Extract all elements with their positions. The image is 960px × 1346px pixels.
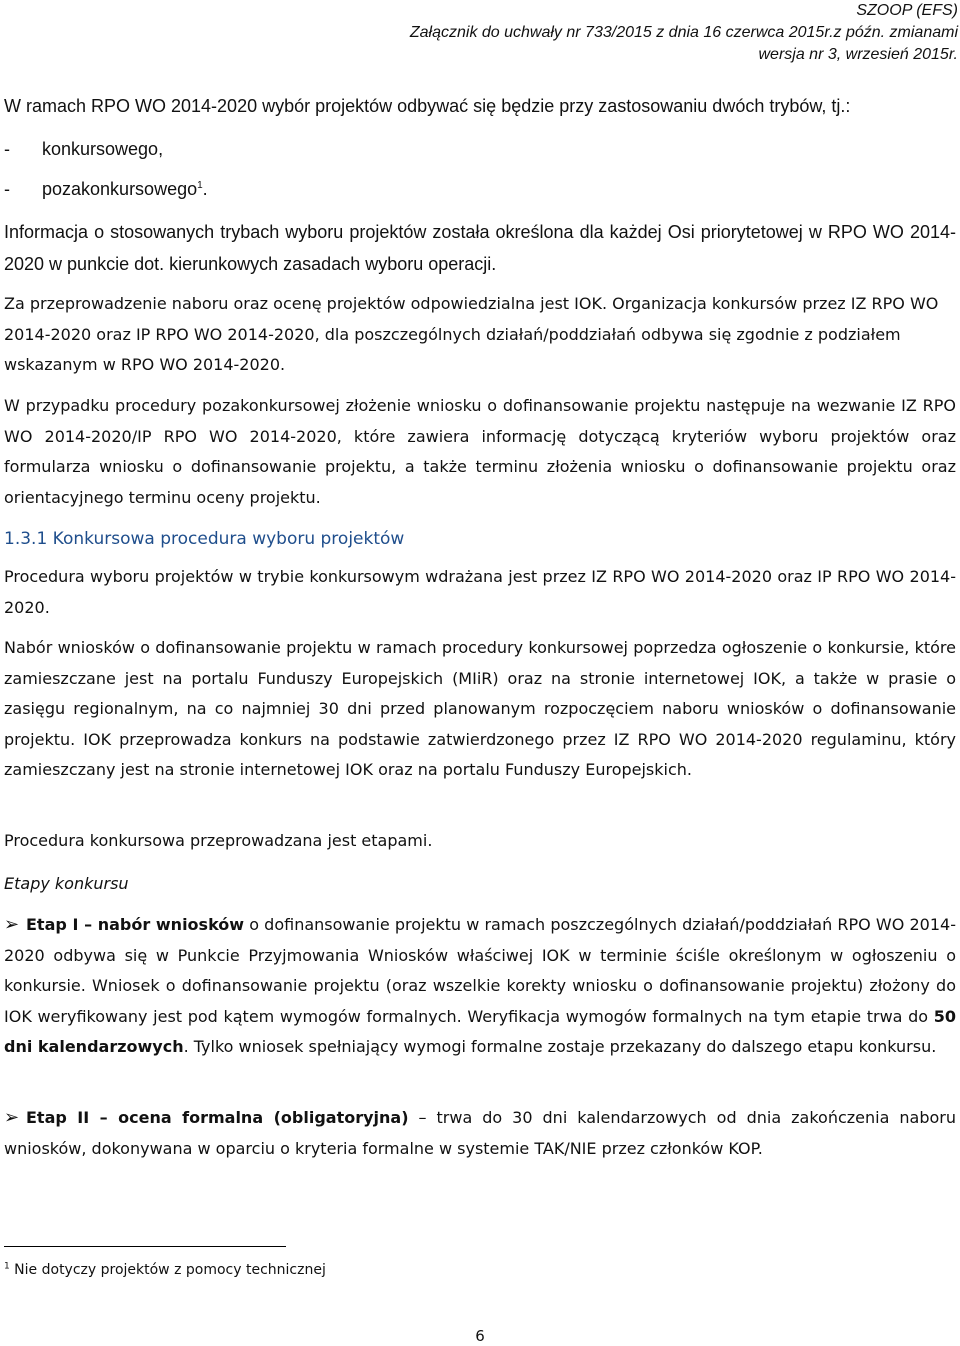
info-paragraph: Informacja o stosowanych trybach wyboru projektów została określona dla każdej Osi priorytetowej w RPO WO 2014-2020 w punkcie dot. kierunkowych zasadach wyboru operacji. [4, 222, 956, 274]
bullet-item-konkursowy [4, 133, 163, 165]
page-number: 6 [475, 1327, 485, 1345]
footnote-ref[interactable]: 1 [197, 180, 203, 191]
bullet-item-pozakonkursowy: - pozakonkursowego$^1$. [4, 173, 208, 205]
section-heading: 1.3.1 Konkursowa procedura wyboru projektów [4, 529, 405, 549]
arrow-bullet-icon: ➢ [4, 1107, 20, 1128]
arrow-bullet-icon: ➢ [4, 914, 20, 935]
etap2-paragraph: ➢ Etap II – ocena formalna (obligatoryjna) – trwa do 30 dni kalendarzowych od dnia zakończenia naboru wniosków, dokonywana w oparciu o kryteria formalne w systemie TAK/NIE przez członków KOP. [4, 1103, 956, 1164]
header-version: wersja nr 3, wrzesień 2015r. [758, 46, 958, 63]
nabor-paragraph: Nabór wniosków o dofinansowanie projektu w ramach procedury konkursowej poprzedza ogłoszenie o konkursie, które zamieszczane jest na portalu Funduszy Europejskich (MIiR) oraz na stronie internetowej IOK, a także w prasie o zasięgu regionalnym, na co najmniej 30 dni przed planowanym rozpoczęciem naboru wniosków o dofinansowanie projektu. IOK przeprowadza konkurs na podstawie zatwierdzonego przez IZ RPO WO 2014-2020 regulaminu, który zamieszczany jest na stronie internetowej IOK oraz na portalu Funduszy Europejskich. [4, 638, 956, 780]
etapami-paragraph: Procedura konkursowa przeprowadzana jest etapami. [4, 831, 433, 850]
footnote-text: Nie dotyczy projektów z pomocy technicznej [9, 1262, 326, 1278]
bullet-text: konkursowego, [42, 139, 164, 159]
etap1-days: 50 dni kalendarzowych [4, 1006, 956, 1057]
etapy-heading: Etapy konkursu [4, 874, 129, 893]
etap1-paragraph: ➢ Etap I – nabór wniosków o dofinansowanie projektu w ramach poszczególnych działań/poddziałań RPO WO 2014-2020 odbywa się w Punkcie Przyjmowania Wniosków właściwej IOK w terminie ściśle określonym w ogłoszeniu o konkursie. Wniosek o dofinansowanie projektu (oraz wszelkie korekty wniosku o dofinansowanie projektu) złożony do IOK weryfikowany jest pod kątem wymogów formalnych. Weryfikacja wymogów formalnych na tym etapie trwa do 50 dni kalendarzowych. Tylko wniosek spełniający wymogi formalne zostaje przekazany do dalszego etapu konkursu. [4, 910, 956, 1063]
bullet-text: pozakonkursowego [42, 179, 198, 199]
intro-paragraph: W ramach RPO WO 2014-2020 wybór projektów odbywać się będzie przy zastosowaniu dwóch trybów, tj.: [4, 96, 851, 116]
pozakonkurs-paragraph: W przypadku procedury pozakonkursowej złożenie wniosku o dofinansowanie projektu następuje na wezwanie IZ RPO WO 2014-2020/IP RPO WO 2014-2020, które zawiera informację dotyczącą kryteriów wyboru projektów oraz formularza wniosku o dofinansowanie projektu, a także terminu złożenia wniosku o dofinansowanie projektu oraz orientacyjnego terminu oceny projektu. [4, 396, 956, 507]
header-resolution: Załącznik do uchwały nr 733/2015 z dnia 16 czerwca 2015r.z późn. zmianami [409, 24, 958, 41]
iok-paragraph: Za przeprowadzenie naboru oraz ocenę projektów odpowiedzialna jest IOK. Organizacja konkursów przez IZ RPO WO 2014-2020 oraz IP RPO WO 2014-2020, dla poszczególnych działań/poddziałań odbywa się zgodnie z podziałem wskazanym w RPO WO 2014-2020. [4, 294, 939, 375]
etap1-title: Etap I – nabór wniosków [26, 915, 245, 934]
bullet-marker: - [4, 179, 10, 199]
header-program: SZOOP (EFS) [856, 2, 958, 19]
bullet-marker: - [4, 139, 10, 159]
footnote-separator [4, 1246, 286, 1247]
footnote [4, 1260, 326, 1280]
footnote-number: 1 [4, 1261, 10, 1272]
etap2-title: Etap II – ocena formalna (obligatoryjna) [26, 1108, 409, 1127]
procedura-paragraph: Procedura wyboru projektów w trybie konkursowym wdrażana jest przez IZ RPO WO 2014-2020 oraz IP RPO WO 2014-2020. [4, 567, 956, 617]
